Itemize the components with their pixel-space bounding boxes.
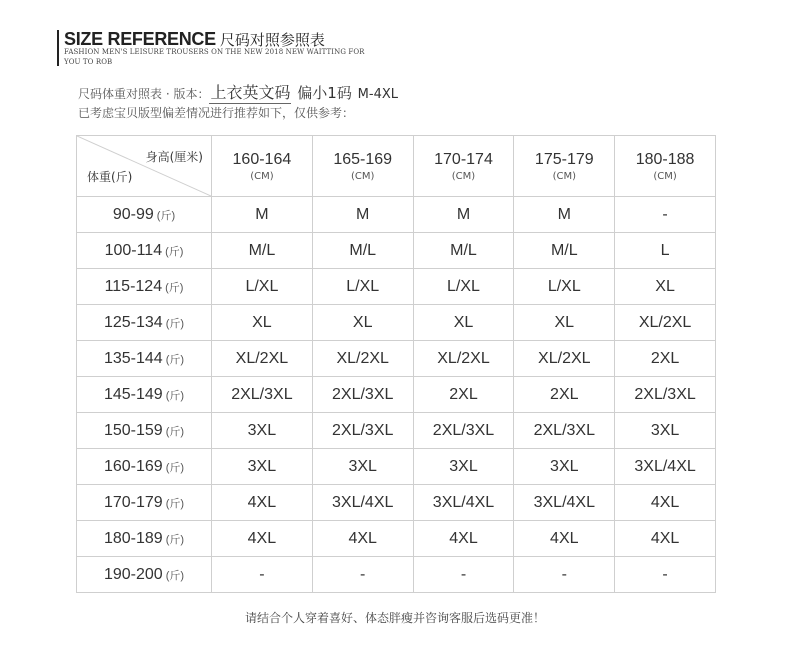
weight-cell: [77, 377, 212, 413]
size-cell: 3XL/4XL: [615, 449, 716, 485]
size-cell: 2XL/3XL: [312, 377, 413, 413]
table-row: [77, 197, 716, 233]
weight-range: 100-114: [104, 241, 163, 259]
size-cell: 2XL/3XL: [514, 413, 615, 449]
height-range: 180-188: [635, 150, 695, 168]
size-cell: -: [514, 557, 615, 593]
table-row: [77, 269, 716, 305]
size-cell: XL: [312, 305, 413, 341]
version-line: [78, 80, 398, 103]
size-cell: XL/2XL: [514, 341, 615, 377]
size-cell: M/L: [212, 233, 313, 269]
version-note: 偏小1码: [297, 84, 352, 102]
size-cell: 4XL: [212, 521, 313, 557]
subtitle-line-1: FASHION MEN'S LEISURE TROUSERS ON THE NEW 2018 NEW WAITTING FOR: [64, 48, 365, 56]
size-cell: 4XL: [312, 521, 413, 557]
size-cell: L/XL: [514, 269, 615, 305]
height-range: 165-169: [333, 150, 393, 168]
size-cell: -: [615, 557, 716, 593]
size-cell: -: [615, 197, 716, 233]
table-row: [77, 233, 716, 269]
weight-cell: [77, 449, 212, 485]
height-range: 175-179: [534, 150, 594, 168]
weight-range: 125-134: [103, 313, 163, 331]
weight-cell: [77, 197, 212, 233]
weight-unit: (斤): [165, 461, 185, 474]
corner-diagonal: [77, 136, 211, 196]
size-cell: 2XL: [413, 377, 514, 413]
title-chinese: 尺码对照参照表: [219, 31, 325, 49]
size-cell: 4XL: [615, 521, 716, 557]
weight-cell: [77, 521, 212, 557]
size-cell: 3XL/4XL: [312, 485, 413, 521]
weight-range: 190-200: [103, 565, 163, 583]
size-cell: 2XL/3XL: [312, 413, 413, 449]
size-cell: M/L: [413, 233, 514, 269]
size-cell: L/XL: [212, 269, 313, 305]
size-cell: M: [514, 197, 615, 233]
size-cell: M/L: [514, 233, 615, 269]
size-cell: L: [615, 233, 716, 269]
weight-unit: (斤): [165, 281, 184, 294]
size-cell: 3XL: [212, 413, 313, 449]
weight-range: 150-159: [103, 421, 163, 439]
table-row: [77, 557, 716, 593]
weight-range: 115-124: [104, 277, 163, 295]
size-cell: XL: [514, 305, 615, 341]
table-row: [77, 305, 716, 341]
recommendation-note: 已考虑宝贝版型偏差情况进行推荐如下，仅供参考：: [78, 106, 355, 120]
version-range: M-4XL: [357, 87, 398, 102]
weight-unit: (斤): [165, 497, 185, 510]
size-cell: XL/2XL: [212, 341, 313, 377]
size-cell: -: [413, 557, 514, 593]
size-cell: M: [212, 197, 313, 233]
weight-range: 170-179: [103, 493, 163, 511]
weight-unit: (斤): [165, 353, 185, 366]
header-subtitle: [64, 47, 365, 67]
size-cell: 4XL: [514, 521, 615, 557]
weight-cell: [77, 269, 212, 305]
header-accent-bar: [57, 30, 59, 66]
height-unit: (CM): [451, 170, 476, 182]
corner-height-label: 身高(厘米): [145, 150, 203, 164]
size-cell: M: [413, 197, 514, 233]
table-row: [77, 485, 716, 521]
size-cell: M/L: [312, 233, 413, 269]
table-body: [77, 197, 716, 593]
height-range: 170-174: [434, 150, 493, 168]
size-cell: 4XL: [212, 485, 313, 521]
size-cell: 2XL/3XL: [212, 377, 313, 413]
weight-unit: (斤): [165, 245, 184, 258]
size-cell: L/XL: [312, 269, 413, 305]
size-cell: 2XL/3XL: [413, 413, 514, 449]
height-column-header: [514, 136, 615, 197]
weight-cell: [77, 557, 212, 593]
size-cell: XL: [413, 305, 514, 341]
weight-unit: (斤): [165, 533, 185, 546]
size-cell: 4XL: [413, 521, 514, 557]
size-cell: 3XL: [312, 449, 413, 485]
size-cell: XL/2XL: [413, 341, 514, 377]
size-cell: 2XL: [615, 341, 716, 377]
size-cell: 2XL/3XL: [615, 377, 716, 413]
table-header-row: [77, 136, 716, 197]
corner-weight-label: 体重(斤): [87, 170, 133, 184]
weight-cell: [77, 485, 212, 521]
size-cell: 3XL/4XL: [514, 485, 615, 521]
size-cell: 3XL: [615, 413, 716, 449]
size-table: [76, 135, 716, 593]
weight-unit: (斤): [165, 425, 185, 438]
weight-unit: (斤): [165, 317, 185, 330]
size-cell: 3XL: [514, 449, 615, 485]
weight-range: 135-144: [103, 349, 163, 367]
table-row: [77, 377, 716, 413]
height-unit: (CM): [250, 170, 274, 182]
table-row: [77, 449, 716, 485]
height-unit: (CM): [350, 170, 375, 182]
size-cell: M: [312, 197, 413, 233]
weight-cell: [77, 305, 212, 341]
table-row: [77, 413, 716, 449]
subtitle-line-2: YOU TO ROB: [64, 58, 113, 66]
size-cell: L/XL: [413, 269, 514, 305]
weight-unit: (斤): [156, 209, 176, 222]
weight-unit: (斤): [165, 569, 185, 582]
version-value: 上衣英文码: [210, 83, 291, 102]
weight-cell: [77, 341, 212, 377]
weight-range: 90-99: [112, 205, 154, 223]
size-cell: -: [212, 557, 313, 593]
weight-cell: [77, 413, 212, 449]
height-column-header: [212, 136, 313, 197]
footer-note: 请结合个人穿着喜好、体态胖瘦并咨询客服后选码更准！: [244, 611, 545, 625]
version-label: 尺码体重对照表 · 版本：: [78, 87, 210, 101]
table-row: [77, 521, 716, 557]
size-cell: XL: [212, 305, 313, 341]
size-cell: 4XL: [615, 485, 716, 521]
size-cell: XL/2XL: [615, 305, 716, 341]
height-unit: (CM): [653, 170, 677, 182]
table-corner-cell: [77, 136, 212, 197]
size-cell: XL: [615, 269, 716, 305]
size-cell: 3XL/4XL: [413, 485, 514, 521]
height-column-header: [413, 136, 514, 197]
table-row: [77, 341, 716, 377]
height-column-header: [615, 136, 716, 197]
size-cell: 3XL: [413, 449, 514, 485]
weight-range: 180-189: [103, 529, 163, 547]
size-cell: 3XL: [212, 449, 313, 485]
height-range: 160-164: [232, 150, 292, 168]
weight-cell: [77, 233, 212, 269]
size-cell: -: [312, 557, 413, 593]
weight-range: 160-169: [103, 457, 163, 475]
weight-range: 145-149: [103, 385, 163, 403]
weight-unit: (斤): [165, 389, 185, 402]
height-unit: (CM): [552, 170, 576, 182]
title-english: SIZE REFERENCE: [64, 29, 216, 49]
size-cell: 2XL: [514, 377, 615, 413]
height-column-header: [312, 136, 413, 197]
size-cell: XL/2XL: [312, 341, 413, 377]
